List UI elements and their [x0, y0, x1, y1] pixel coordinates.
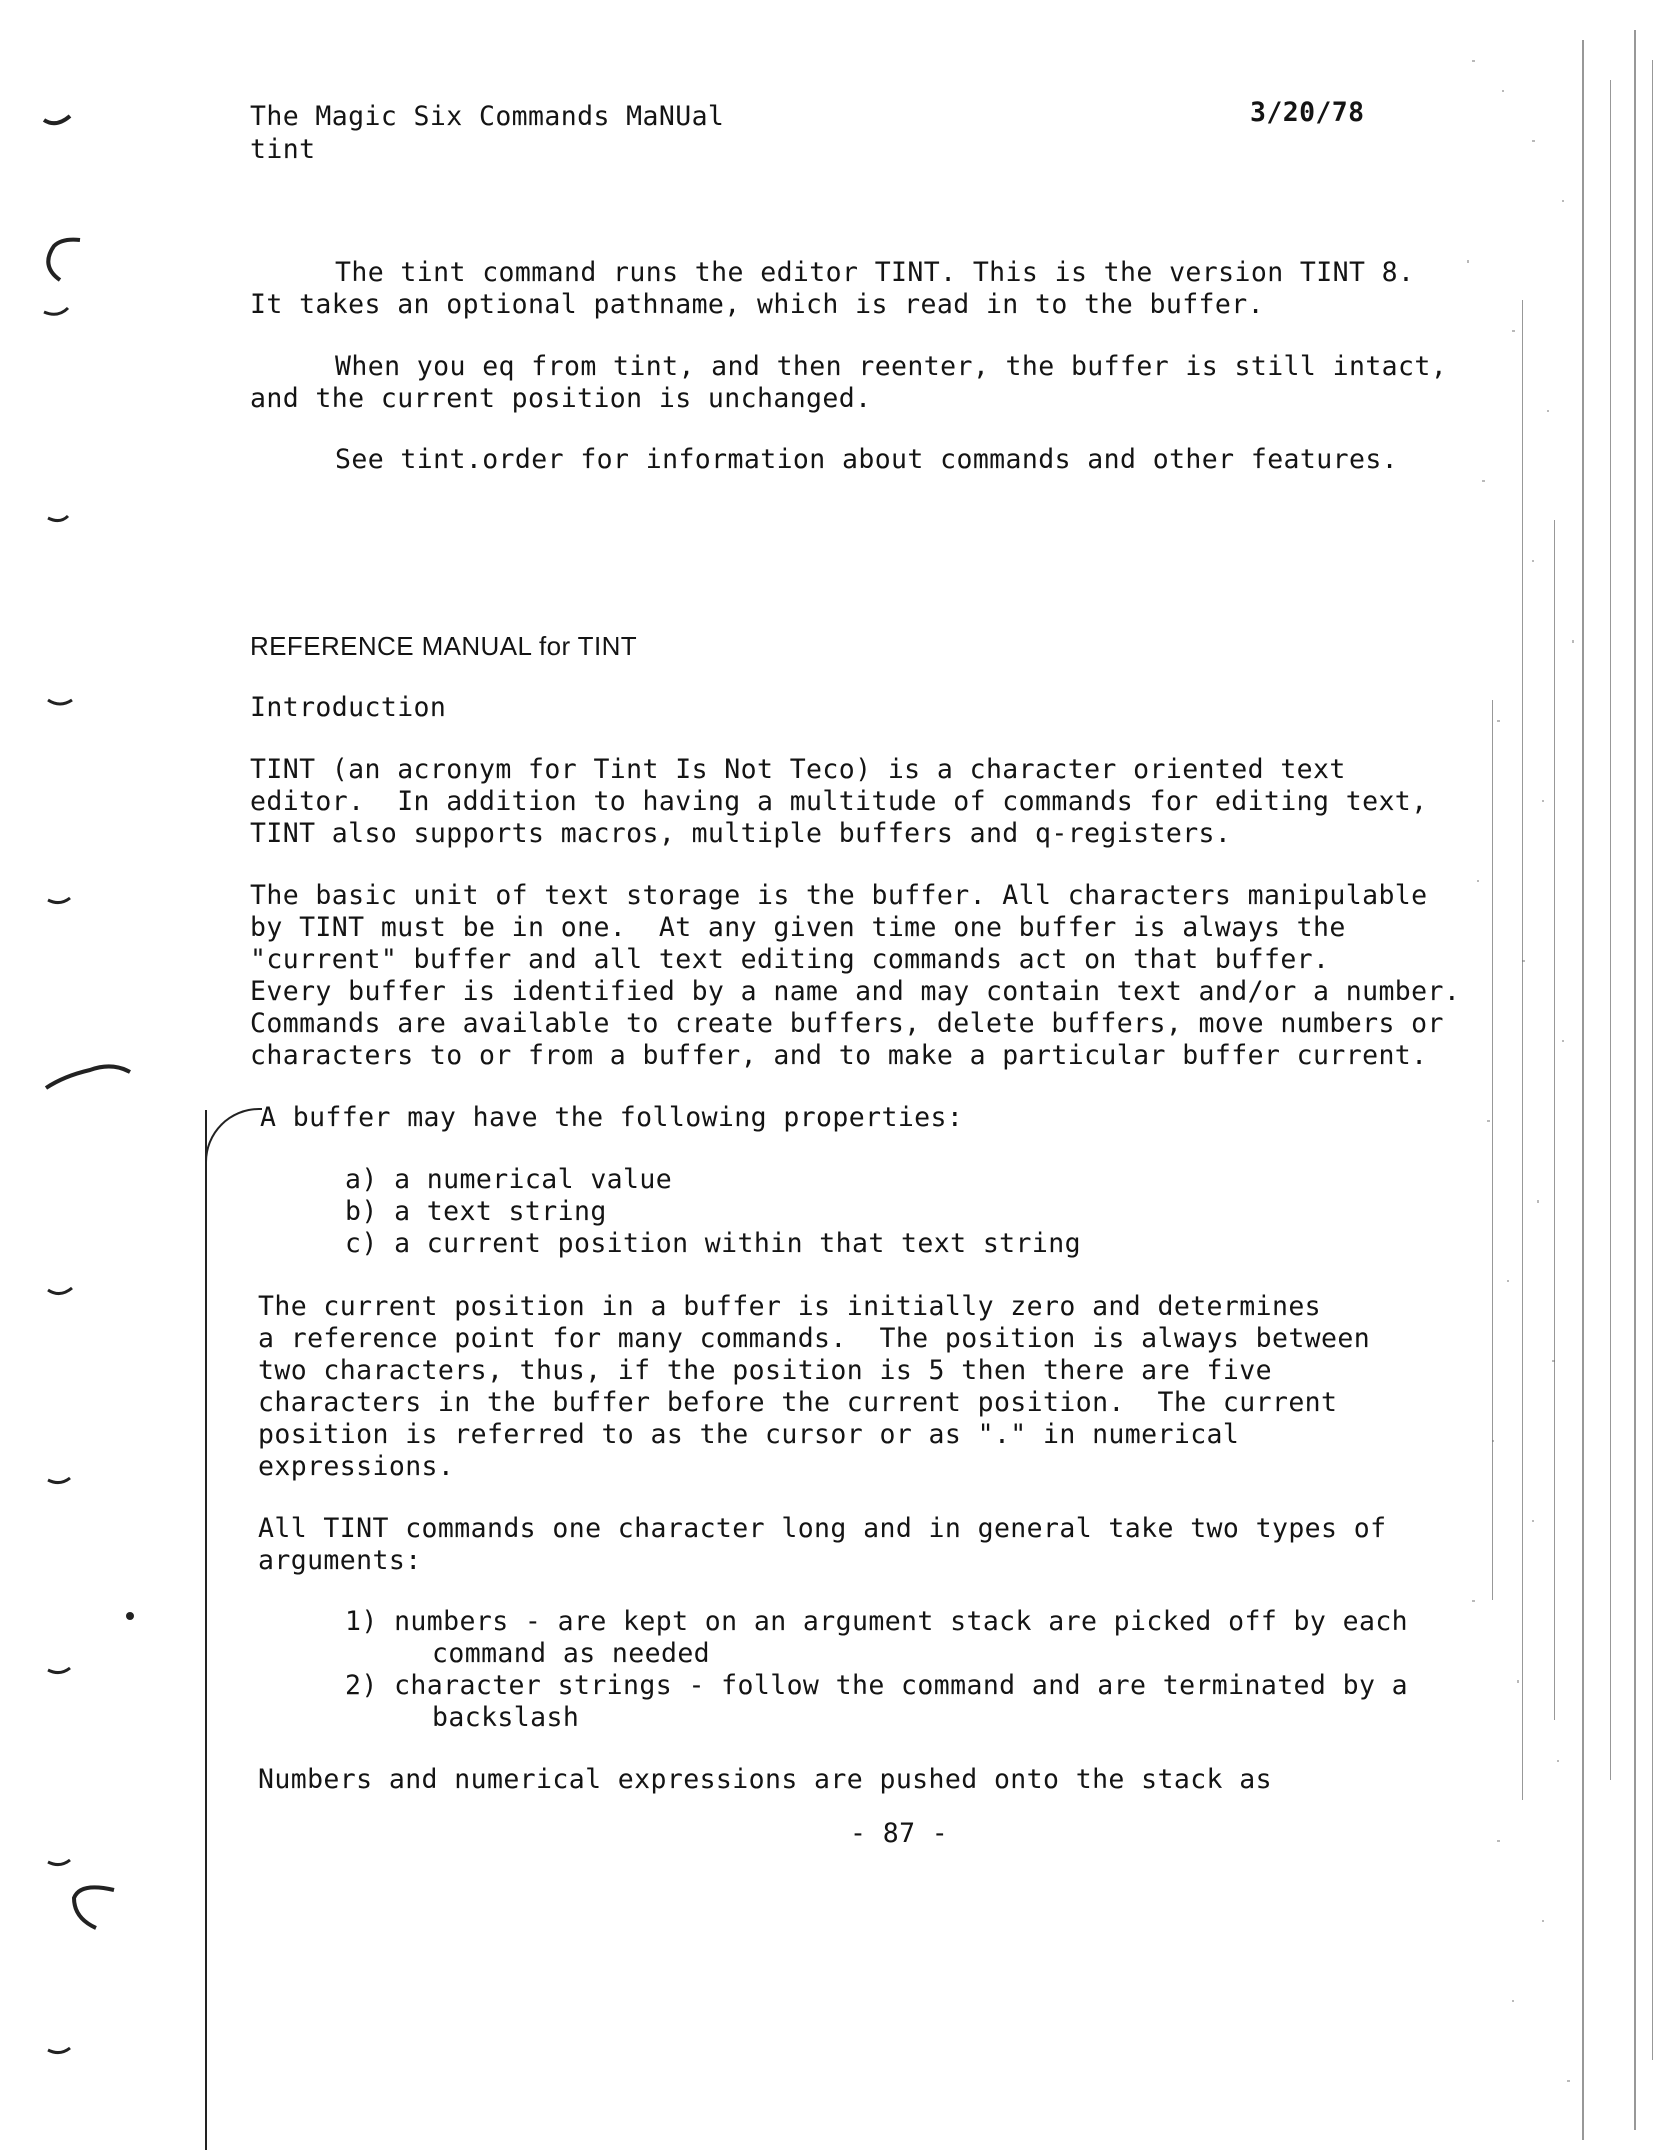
body-line: by TINT must be in one. At any given time one buffer is always the: [250, 912, 1346, 943]
body-line: "current" buffer and all text editing commands act on that buffer.: [250, 944, 1330, 975]
body-line: Numbers and numerical expressions are pushed onto the stack as: [258, 1764, 1272, 1795]
body-line: See tint.order for information about commands and other features.: [335, 444, 1399, 475]
command-name: tint: [250, 134, 316, 165]
margin-speckles: [0, 0, 160, 2153]
body-line: TINT (an acronym for Tint Is Not Teco) is a character oriented text: [250, 754, 1346, 785]
page-number: - 87 -: [850, 1818, 949, 1849]
binding-line: [205, 1110, 207, 2150]
body-line: a reference point for many commands. The position is always between: [258, 1323, 1371, 1354]
body-line: position is referred to as the cursor or as "." in numerical: [258, 1419, 1240, 1450]
body-line: Commands are available to create buffers, delete buffers, move numbers or: [250, 1008, 1444, 1039]
subsection-heading: Introduction: [250, 692, 447, 723]
scan-noise-band: [1372, 0, 1672, 2153]
binding-curve: [205, 1108, 262, 1162]
list-item: b) a text string: [345, 1196, 607, 1227]
body-line: two characters, thus, if the position is 5 then there are five: [258, 1355, 1272, 1386]
section-heading: REFERENCE MANUAL for TINT: [250, 631, 638, 661]
list-item: 2) character strings - follow the command and are terminated by a: [345, 1670, 1409, 1701]
body-line: The current position in a buffer is initially zero and determines: [258, 1291, 1322, 1322]
body-line: The basic unit of text storage is the buffer. All characters manipulable: [250, 880, 1428, 911]
list-item: 1) numbers - are kept on an argument stack are picked off by each: [345, 1606, 1409, 1637]
list-item: a) a numerical value: [345, 1164, 673, 1195]
document-date: 3/20/78: [1250, 97, 1365, 128]
body-line: editor. In addition to having a multitude of commands for editing text,: [250, 786, 1428, 817]
body-line: It takes an optional pathname, which is read in to the buffer.: [250, 289, 1264, 320]
list-item-continuation: command as needed: [432, 1638, 711, 1669]
body-line: A buffer may have the following properties:: [260, 1102, 964, 1133]
manual-title: The Magic Six Commands MaNUal: [250, 101, 725, 132]
body-line: arguments:: [258, 1545, 422, 1576]
body-line: The tint command runs the editor TINT. This is the version TINT 8.: [335, 257, 1415, 288]
body-line: and the current position is unchanged.: [250, 383, 872, 414]
body-line: characters in the buffer before the current position. The current: [258, 1387, 1338, 1418]
body-line: All TINT commands one character long and in general take two types of: [258, 1513, 1387, 1544]
body-line: characters to or from a buffer, and to make a particular buffer current.: [250, 1040, 1428, 1071]
body-line: When you eq from tint, and then reenter, the buffer is still intact,: [335, 351, 1448, 382]
body-line: TINT also supports macros, multiple buffers and q-registers.: [250, 818, 1232, 849]
body-line: expressions.: [258, 1451, 455, 1482]
list-item-continuation: backslash: [432, 1702, 580, 1733]
list-item: c) a current position within that text string: [345, 1228, 1081, 1259]
body-line: Every buffer is identified by a name and may contain text and/or a number.: [250, 976, 1461, 1007]
